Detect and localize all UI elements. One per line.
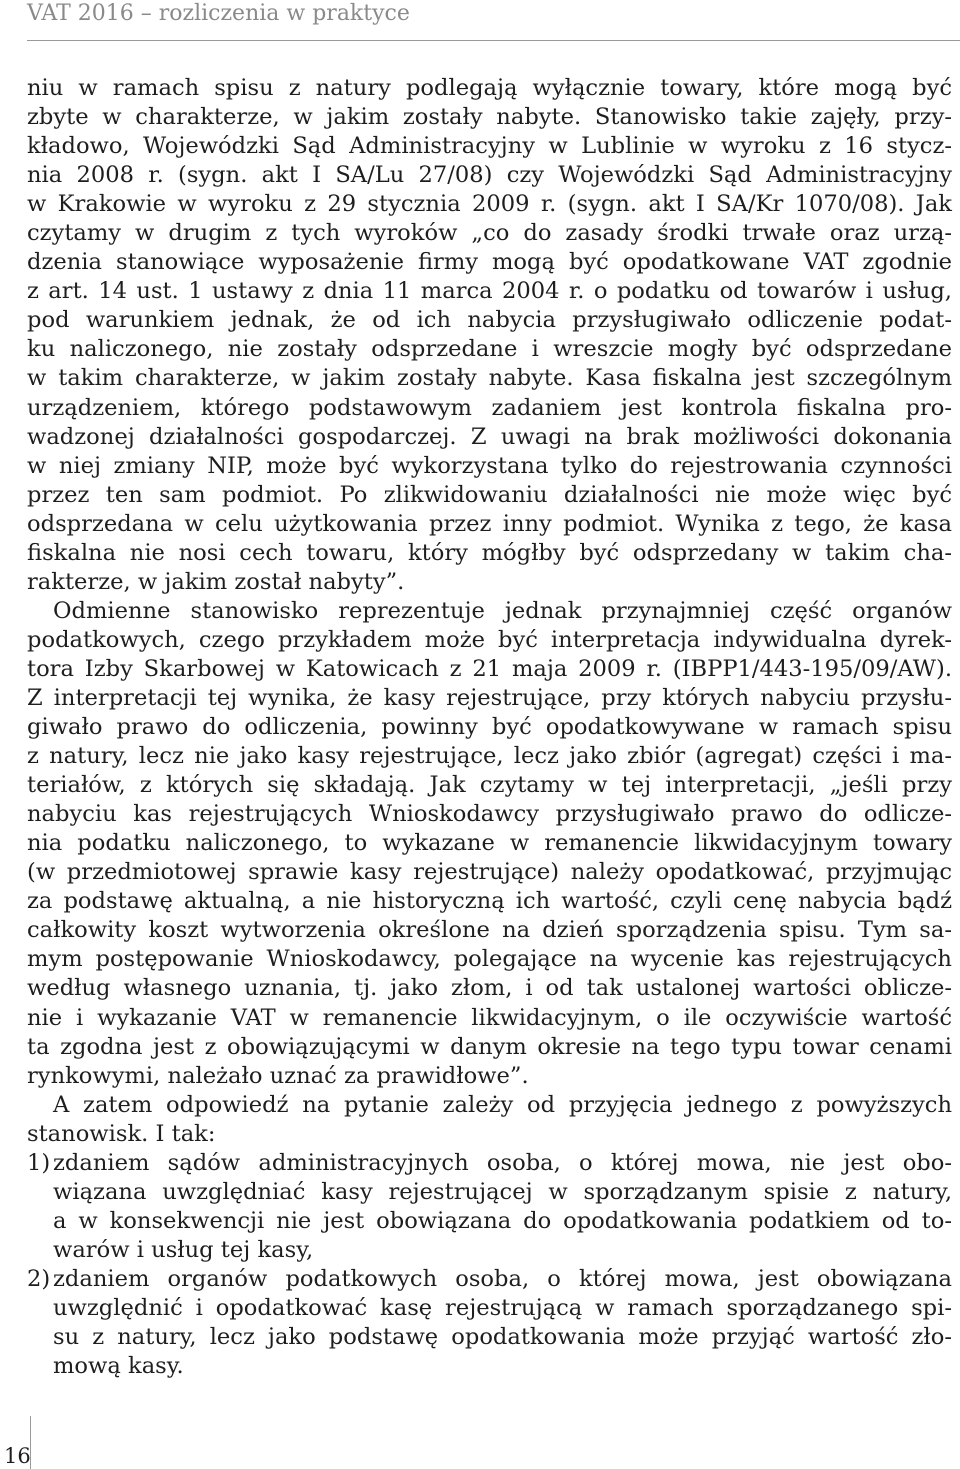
text-line: przez ten sam podmiot. Po zlikwidowaniu działalności nie może więc być xyxy=(27,481,952,508)
page-body xyxy=(27,74,952,1381)
list-marker: 1) xyxy=(27,1149,51,1176)
list-item-text: a w konsekwencji nie jest obowiązana do opodatkowania podatkiem od to- xyxy=(53,1207,952,1234)
list-item-text: zdaniem sądów administracyjnych osoba, o której mowa, nie jest obo- xyxy=(53,1149,952,1176)
text-line: niu w ramach spisu z natury podlegają wyłącznie towary, które mogą być xyxy=(27,75,952,101)
paragraph-1 xyxy=(27,74,952,597)
page-number: 16 xyxy=(4,1444,31,1468)
text-line: za podstawę aktualną, a nie historyczną ich wartość, czyli cenę nabycia bądź xyxy=(27,888,952,915)
text-line: wadzonej działalności gospodarczej. Z uwagi na brak możliwości dokonania xyxy=(27,423,952,450)
paragraph-3 xyxy=(27,1091,952,1149)
text-line: w takim charakterze, w jakim zostały nabyte. Kasa fiskalna jest szczególnym xyxy=(27,365,952,392)
text-line: nabyciu kas rejestrujących Wnioskodawcy przysługiwało prawo do odlicze- xyxy=(27,801,952,828)
text-line: (w przedmiotowej sprawie kasy rejestrujące) należy opodatkować, przyjmując xyxy=(27,859,952,886)
text-line: rakterze, w jakim został nabyty”. xyxy=(27,568,405,595)
text-line: kładowo, Wojewódzki Sąd Administracyjny w Lublinie w wyroku z 16 stycz- xyxy=(27,133,952,160)
text-line: Z interpretacji tej wynika, że kasy rejestrujące, przy których nabyciu przysłu- xyxy=(27,684,952,711)
text-line: pod warunkiem jednak, że od ich nabycia przysługiwało odliczenie podat- xyxy=(27,307,952,334)
text-line: nia 2008 r. (sygn. akt I SA/Lu 27/08) czy Wojewódzki Sąd Administracyjny xyxy=(27,162,952,189)
paragraph-2 xyxy=(27,597,952,1091)
text-line: tora Izby Skarbowej w Katowicach z 21 maja 2009 r. (IBPP1/443-195/09/AW). xyxy=(27,655,952,682)
running-title: VAT 2016 – rozliczenia w praktyce xyxy=(27,1,410,26)
page-number-box xyxy=(0,1416,31,1469)
text-line: ku naliczonego, nie zostały odsprzedane i wreszcie mogły być odsprzedane xyxy=(27,336,952,363)
text-line: giwało prawo do odliczenia, powinny być opodatkowywane w ramach spisu xyxy=(27,714,952,741)
list-item-text: su z natury, lecz jako podstawę opodatkowania może przyjąć wartość zło- xyxy=(53,1324,952,1351)
text-line: podatkowych, czego przykładem może być interpretacja indywidualna dyrek- xyxy=(27,626,952,653)
list-item-text: wiązana uwzględniać kasy rejestrującej w sporządzanym spisie z natury, xyxy=(53,1178,952,1205)
list-item-text: uwzględnić i opodatkować kasę rejestrującą w ramach sporządzanego spi- xyxy=(53,1294,952,1321)
text-line: według własnego uznania, tj. jako złom, i od tak ustalonej wartości oblicze- xyxy=(27,975,952,1002)
list-item-text: warów i usług tej kasy, xyxy=(53,1236,314,1263)
list-marker: 2) xyxy=(27,1265,51,1292)
running-header xyxy=(27,0,960,41)
list-item-first-line xyxy=(27,1265,952,1294)
text-line: urządzeniem, którego podstawowym zadaniem jest kontrola fiskalna pro- xyxy=(27,394,952,421)
list-item xyxy=(27,1265,952,1381)
text-line: Odmienne stanowisko reprezentuje jednak przynajmniej część organów xyxy=(53,597,952,624)
text-line: w Krakowie w wyroku z 29 stycznia 2009 r. (sygn. akt I SA/Kr 1070/08). Jak xyxy=(27,191,952,218)
text-line: mym postępowanie Wnioskodawcy, polegające na wycenie kas rejestrujących xyxy=(27,946,952,973)
text-line: w niej zmiany NIP, może być wykorzystana tylko do rejestrowania czynności xyxy=(27,452,952,479)
text-line: nie i wykazanie VAT w remanencie likwidacyjnym, o ile oczywiście wartość xyxy=(27,1004,952,1031)
text-line: teriałów, z których się składają. Jak czytamy w tej interpretacji, „jeśli przy xyxy=(27,772,952,799)
numbered-list xyxy=(27,1149,952,1381)
text-line: nia podatku naliczonego, to wykazane w remanencie likwidacyjnym towary xyxy=(27,830,952,857)
text-line: rynkowymi, należało uznać za prawidłowe”. xyxy=(27,1062,529,1089)
list-item-text: zdaniem organów podatkowych osoba, o której mowa, jest obowiązana xyxy=(53,1265,952,1292)
text-line: dzenia stanowiące wyposażenie firmy mogą być opodatkowane VAT zgodnie xyxy=(27,249,952,276)
text-line: fiskalna nie nosi cech towaru, który mógłby być odsprzedany w takim cha- xyxy=(27,539,952,566)
text-line: stanowisk. I tak: xyxy=(27,1120,216,1147)
text-line: całkowity koszt wytworzenia określone na dzień sporządzenia spisu. Tym sa- xyxy=(27,917,952,944)
text-line: z art. 14 ust. 1 ustawy z dnia 11 marca 2004 r. o podatku od towarów i usług, xyxy=(27,278,952,305)
list-item-first-line xyxy=(27,1149,952,1178)
text-line: odsprzedana w celu użytkowania przez inny podmiot. Wynika z tego, że kasa xyxy=(27,510,952,537)
list-item-text: mową kasy. xyxy=(53,1353,184,1380)
text-line: zbyte w charakterze, w jakim zostały nabyte. Stanowisko takie zajęły, przy- xyxy=(27,104,952,131)
text-line: ta zgodna jest z obowiązującymi w danym okresie na tego typu towar cenami xyxy=(27,1033,952,1060)
text-line: z natury, lecz nie jako kasy rejestrujące, lecz jako zbiór (agregat) części i ma- xyxy=(27,743,952,770)
text-line: czytamy w drugim z tych wyroków „co do zasady środki trwałe oraz urzą- xyxy=(27,220,952,247)
text-line: A zatem odpowiedź na pytanie zależy od przyjęcia jednego z powyższych xyxy=(53,1091,952,1118)
list-item xyxy=(27,1149,952,1265)
